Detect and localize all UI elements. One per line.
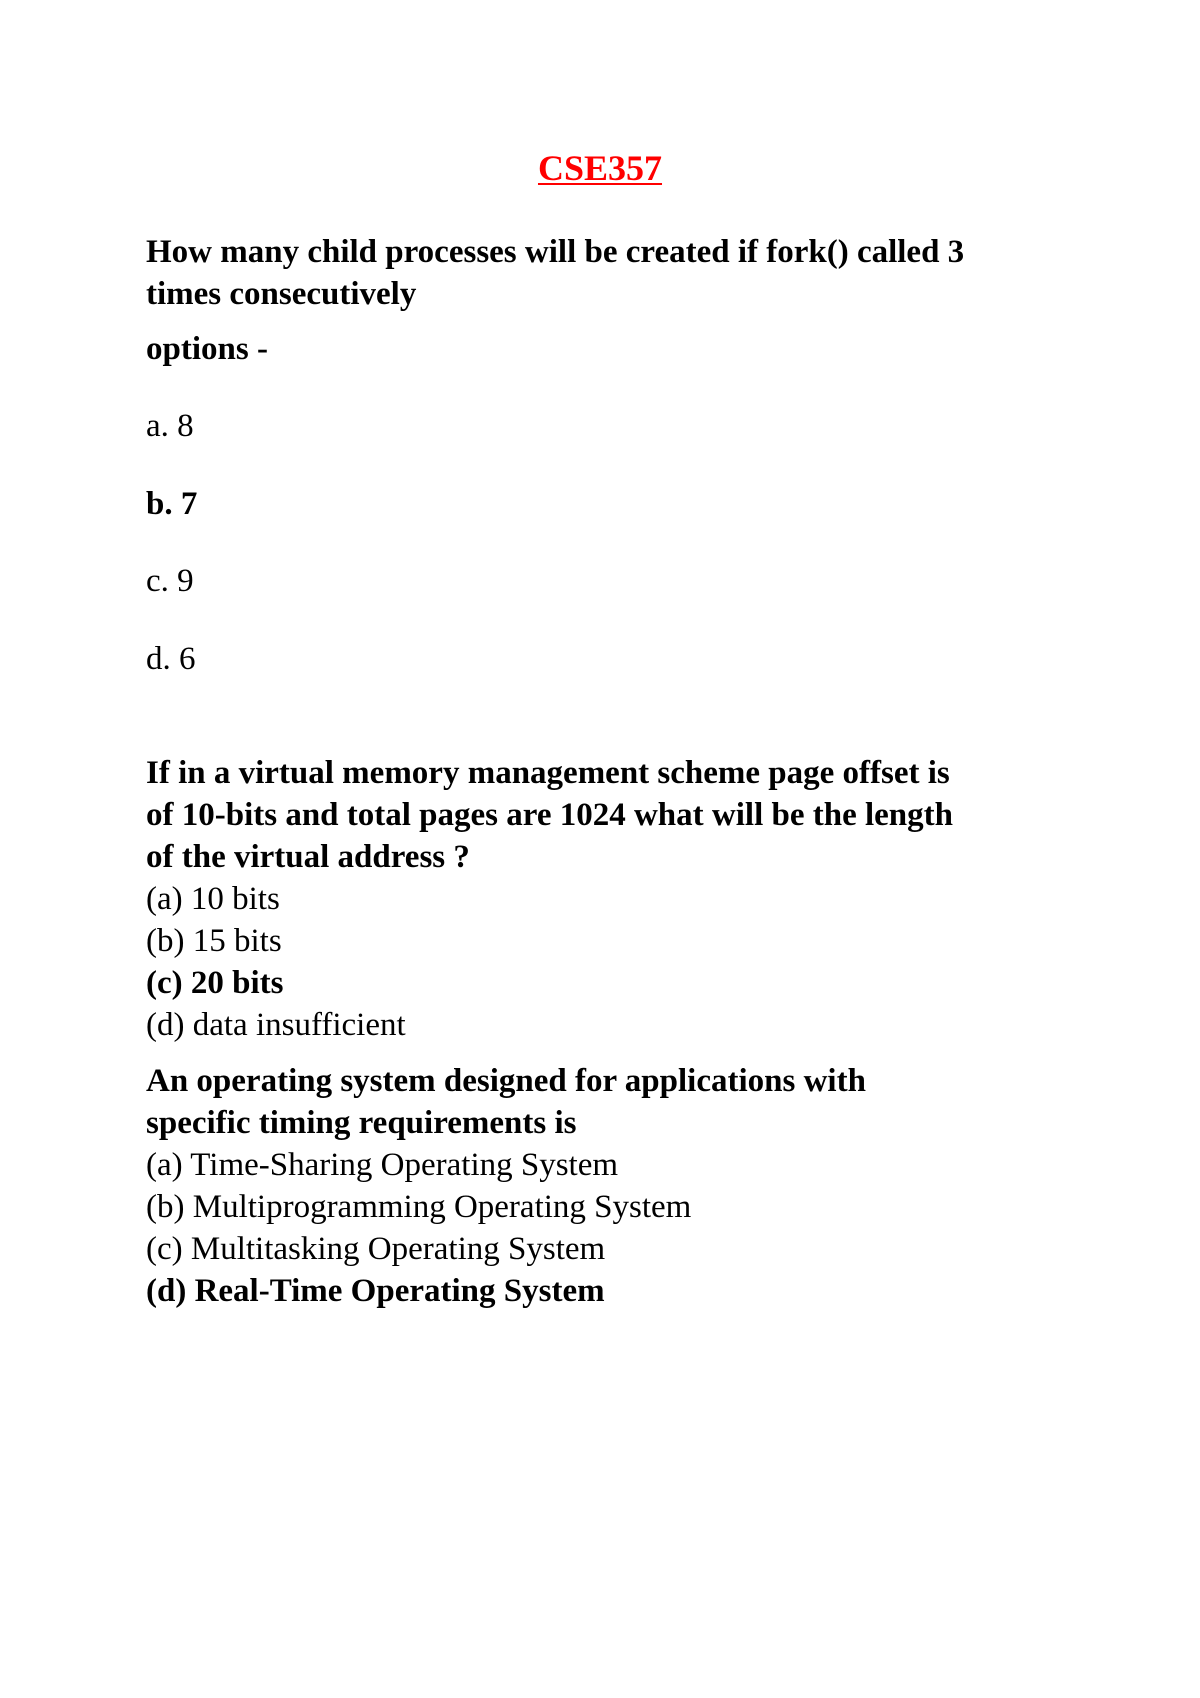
q2-option-d: (d) data insufficient <box>146 1007 406 1043</box>
q1-option-c: c. 9 <box>146 563 194 599</box>
question-3-line-1: An operating system designed for applications with <box>146 1063 866 1099</box>
question-3 <box>146 1060 1086 1312</box>
question-3-line-2: specific timing requirements is <box>146 1105 577 1141</box>
options-label: options - <box>146 331 268 367</box>
q1-option-d: d. 6 <box>146 641 196 677</box>
q2-option-a: (a) 10 bits <box>146 881 280 917</box>
page-title: CSE357 <box>537 148 663 188</box>
question-2-line-2: of 10-bits and total pages are 1024 what will be the length <box>146 797 953 833</box>
question-2-line-1: If in a virtual memory management scheme page offset is <box>146 755 950 791</box>
q2-option-c: (c) 20 bits <box>146 965 284 1001</box>
q1-option-a: a. 8 <box>146 408 194 444</box>
question-1-line-2: times consecutively <box>146 276 417 312</box>
question-2 <box>146 752 1086 1046</box>
q3-option-b: (b) Multiprogramming Operating System <box>146 1189 692 1225</box>
q3-option-d: (d) Real-Time Operating System <box>146 1273 605 1309</box>
question-2-line-3: of the virtual address ? <box>146 839 470 875</box>
q1-option-b: b. 7 <box>146 486 198 522</box>
q2-option-b: (b) 15 bits <box>146 923 282 959</box>
question-1 <box>146 231 1086 315</box>
q3-option-a: (a) Time-Sharing Operating System <box>146 1147 619 1183</box>
q3-option-c: (c) Multitasking Operating System <box>146 1231 606 1267</box>
question-1-line-1: How many child processes will be created if fork() called 3 <box>146 234 965 270</box>
